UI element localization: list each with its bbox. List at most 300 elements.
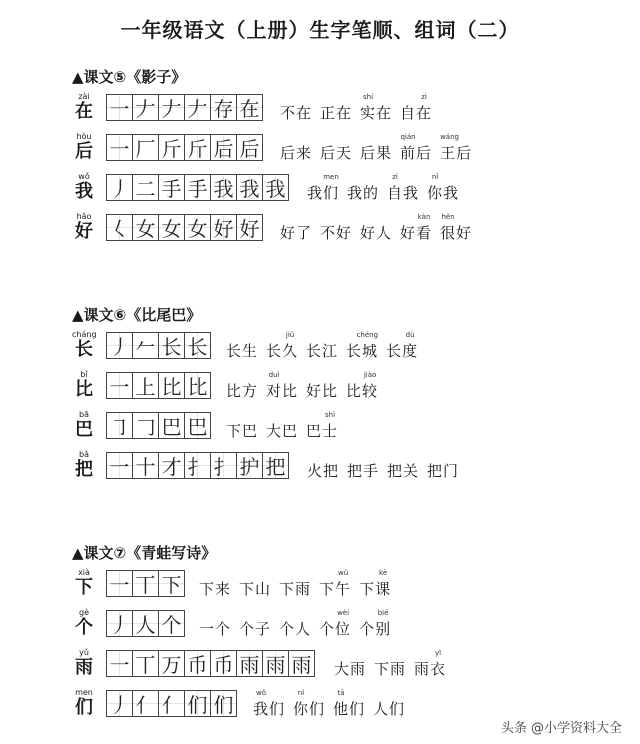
stroke-cell: 一 (106, 452, 133, 479)
word-text: 把门 (427, 462, 460, 480)
word-pinyin (266, 330, 298, 341)
word-item (400, 132, 432, 163)
syllable-pinyin (280, 212, 296, 223)
word-text: 比较 (346, 382, 379, 400)
target-character: 巴 (75, 419, 93, 440)
stroke-cell: 我 (262, 174, 289, 201)
word-pinyin (359, 608, 391, 619)
word-text: 我们 (307, 184, 340, 202)
stroke-cell: 们 (210, 690, 237, 717)
word-pinyin (347, 450, 379, 461)
word-text: 后果 (360, 144, 393, 162)
syllable-pinyin (199, 568, 215, 579)
hanzi-block (72, 92, 96, 123)
syllable-pinyin (386, 330, 402, 341)
word-pinyin (347, 172, 379, 183)
word-list (199, 568, 391, 599)
word-pinyin (386, 330, 418, 341)
syllable-pinyin (346, 370, 362, 381)
word-pinyin (266, 370, 298, 381)
word-item (320, 132, 352, 163)
word-list (226, 410, 338, 441)
word-pinyin (400, 132, 432, 143)
word-text: 你们 (293, 700, 326, 718)
stroke-cell: 雨 (262, 650, 289, 677)
syllable-pinyin: bié (377, 609, 389, 617)
hanzi-block (72, 330, 96, 361)
hanzi-block (72, 450, 96, 481)
word-pinyin (280, 132, 312, 143)
stroke-cell: 个 (158, 610, 185, 637)
word-text: 后来 (280, 144, 313, 162)
word-item (320, 212, 352, 243)
stroke-cell: 雨 (236, 650, 263, 677)
stroke-cell: 币 (184, 650, 211, 677)
syllable-pinyin (373, 688, 389, 699)
word-text: 好人 (360, 224, 393, 242)
stroke-cell: 𠂇 (158, 94, 185, 121)
syllable-pinyin: tā (337, 689, 345, 697)
syllable-pinyin (427, 450, 443, 461)
syllable-pinyin (456, 212, 472, 223)
word-text: 巴士 (306, 422, 339, 440)
word-text: 个位 (319, 620, 352, 638)
stroke-cell: 长 (184, 332, 211, 359)
word-list (280, 212, 472, 243)
word-list (280, 132, 472, 163)
stroke-cell: 巴 (158, 412, 185, 439)
word-pinyin (387, 450, 419, 461)
stroke-cell: 丿 (106, 332, 133, 359)
syllable-pinyin (306, 410, 322, 421)
word-item (360, 132, 392, 163)
stroke-cell: 扌 (210, 452, 237, 479)
syllable-pinyin (319, 568, 335, 579)
word-list (253, 688, 405, 719)
word-pinyin (319, 568, 351, 579)
stroke-cell: 丿 (106, 610, 133, 637)
word-item (239, 568, 271, 599)
syllable-pinyin (376, 132, 392, 143)
syllable-pinyin: yī (435, 649, 442, 657)
syllable-pinyin: shì (325, 411, 336, 419)
stroke-cell: 一 (106, 372, 133, 399)
syllable-pinyin: wǒ (256, 689, 267, 697)
word-item (360, 212, 392, 243)
word-item (319, 568, 351, 599)
word-text: 好比 (306, 382, 339, 400)
word-item (359, 608, 391, 639)
hanzi-block (72, 172, 96, 203)
word-item (333, 688, 365, 719)
word-pinyin (199, 568, 231, 579)
stroke-cell: 丿 (106, 690, 133, 717)
syllable-pinyin: nǐ (297, 689, 305, 697)
word-pinyin (374, 648, 406, 659)
syllable-pinyin (349, 688, 365, 699)
syllable-pinyin (242, 330, 258, 341)
word-text: 个子 (239, 620, 272, 638)
stroke-cell: 后 (236, 134, 263, 161)
word-text: 王后 (440, 144, 473, 162)
syllable-pinyin: nǐ (431, 173, 439, 181)
stroke-cell: 一 (106, 570, 133, 597)
syllable-pinyin (215, 568, 231, 579)
word-list (199, 608, 391, 639)
stroke-order-grid (106, 412, 210, 439)
stroke-cell: 人 (132, 610, 159, 637)
word-pinyin (427, 450, 459, 461)
word-item (307, 172, 339, 203)
stroke-cell: 手 (158, 174, 185, 201)
char-pinyin: hòu (76, 132, 92, 141)
syllable-pinyin (266, 410, 282, 421)
syllable-pinyin (390, 648, 406, 659)
syllable-pinyin (376, 212, 392, 223)
syllable-pinyin (306, 330, 322, 341)
word-text: 好看 (400, 224, 433, 242)
syllable-pinyin: qián (400, 133, 416, 141)
stroke-order-grid (106, 452, 288, 479)
word-text: 我们 (253, 700, 286, 718)
word-text: 个别 (359, 620, 392, 638)
stroke-cell: 斤 (184, 134, 211, 161)
syllable-pinyin (443, 450, 459, 461)
syllable-pinyin (403, 450, 419, 461)
word-pinyin (360, 212, 392, 223)
stroke-cell: 一 (106, 94, 133, 121)
stroke-cell: 长 (158, 332, 185, 359)
syllable-pinyin (226, 370, 242, 381)
stroke-cell: 亻 (158, 690, 185, 717)
word-pinyin (414, 648, 446, 659)
word-item (346, 330, 378, 361)
stroke-cell: 𠃌 (132, 412, 159, 439)
word-item (293, 688, 325, 719)
syllable-pinyin (295, 568, 311, 579)
target-character: 下 (75, 577, 93, 598)
stroke-cell: 女 (184, 214, 211, 241)
word-item (373, 688, 405, 719)
word-pinyin (387, 172, 419, 183)
syllable-pinyin (360, 212, 376, 223)
stroke-order-grid (106, 650, 314, 677)
word-text: 他们 (333, 700, 366, 718)
syllable-pinyin: wèi (337, 609, 350, 617)
word-item (400, 92, 432, 123)
word-item (387, 172, 419, 203)
word-text: 长江 (306, 342, 339, 360)
word-pinyin (226, 370, 258, 381)
word-item (387, 450, 419, 481)
syllable-pinyin (359, 568, 375, 579)
syllable-pinyin (266, 330, 282, 341)
word-text: 自在 (400, 104, 433, 122)
word-text: 把手 (347, 462, 380, 480)
word-item (266, 330, 298, 361)
syllable-pinyin: jiào (363, 371, 377, 379)
word-item (266, 410, 298, 441)
stroke-cell: 比 (158, 372, 185, 399)
syllable-pinyin (347, 450, 363, 461)
syllable-pinyin (350, 648, 366, 659)
word-pinyin (279, 608, 311, 619)
word-pinyin (307, 172, 339, 183)
word-item (334, 648, 366, 679)
syllable-pinyin: zì (392, 173, 398, 181)
stroke-cell: 把 (262, 452, 289, 479)
word-item (280, 212, 312, 243)
word-item (199, 568, 231, 599)
syllable-pinyin (334, 648, 350, 659)
word-text: 大巴 (266, 422, 299, 440)
stroke-order-grid (106, 214, 262, 241)
word-item (306, 370, 338, 401)
stroke-cell: 𡿨 (106, 214, 133, 241)
syllable-pinyin (279, 568, 295, 579)
word-text: 你我 (427, 184, 460, 202)
stroke-cell: 护 (236, 452, 263, 479)
syllable-pinyin (363, 450, 379, 461)
stroke-order-grid (106, 610, 184, 637)
word-pinyin (346, 370, 378, 381)
syllable-pinyin: wǔ (337, 569, 349, 577)
syllable-pinyin (336, 212, 352, 223)
word-text: 人们 (373, 700, 406, 718)
syllable-pinyin (280, 132, 296, 143)
syllable-pinyin (443, 172, 459, 183)
word-text: 一个 (199, 620, 232, 638)
lesson-heading: ▲课文⑥《比尾巴》 (72, 306, 202, 324)
syllable-pinyin: duì (268, 371, 280, 379)
hanzi-block (72, 608, 96, 639)
stroke-cell: 好 (236, 214, 263, 241)
word-item (306, 330, 338, 361)
stroke-cell: 𠂇 (184, 94, 211, 121)
syllable-pinyin (320, 92, 336, 103)
word-pinyin (400, 212, 432, 223)
stroke-cell: 扌 (184, 452, 211, 479)
word-item (427, 172, 459, 203)
word-text: 正在 (320, 104, 353, 122)
target-character: 们 (75, 697, 93, 718)
syllable-pinyin (400, 92, 416, 103)
char-pinyin: yǔ (79, 648, 89, 657)
stroke-cell: 亻 (132, 690, 159, 717)
target-character: 在 (75, 101, 93, 122)
word-pinyin (266, 410, 298, 421)
word-pinyin (319, 608, 351, 619)
syllable-pinyin: men (323, 173, 339, 181)
syllable-pinyin: hěn (441, 213, 455, 221)
stroke-cell: 丅 (132, 650, 159, 677)
watermark-footer: 头条 @小学资料大全 (500, 721, 622, 736)
hanzi-block (72, 370, 96, 401)
stroke-cell: 𠂇 (132, 94, 159, 121)
syllable-pinyin (416, 132, 432, 143)
word-item (400, 212, 432, 243)
lesson-heading: ▲课文⑤《影子》 (72, 68, 187, 86)
hanzi-block (72, 568, 96, 599)
word-item (347, 450, 379, 481)
word-pinyin (320, 92, 352, 103)
word-list (307, 172, 459, 203)
word-text: 长久 (266, 342, 299, 360)
syllable-pinyin (255, 608, 271, 619)
syllable-pinyin (363, 172, 379, 183)
syllable-pinyin (323, 450, 339, 461)
syllable-pinyin: wáng (440, 133, 459, 141)
stroke-cell: 好 (210, 214, 237, 241)
word-text: 实在 (360, 104, 393, 122)
syllable-pinyin (279, 608, 295, 619)
stroke-cell: 一 (106, 134, 133, 161)
char-pinyin: bā (79, 410, 89, 419)
word-item (360, 92, 392, 123)
word-pinyin (280, 92, 312, 103)
word-text: 很好 (440, 224, 473, 242)
word-item (280, 132, 312, 163)
word-list (226, 330, 418, 361)
stroke-cell: 们 (184, 690, 211, 717)
hanzi-block (72, 648, 96, 679)
word-text: 不好 (320, 224, 353, 242)
word-item (226, 410, 258, 441)
syllable-pinyin (215, 608, 231, 619)
word-pinyin (226, 330, 258, 341)
word-item (347, 172, 379, 203)
word-pinyin (373, 688, 405, 699)
syllable-pinyin (309, 688, 325, 699)
target-character: 雨 (75, 657, 93, 678)
word-item (253, 688, 285, 719)
syllable-pinyin (269, 688, 285, 699)
syllable-pinyin (322, 330, 338, 341)
word-pinyin (360, 92, 392, 103)
char-pinyin: hǎo (76, 212, 92, 221)
word-pinyin (346, 330, 378, 341)
stroke-cell: 巴 (184, 412, 211, 439)
word-pinyin (400, 92, 432, 103)
syllable-pinyin (242, 410, 258, 421)
syllable-pinyin: jiǔ (285, 331, 295, 339)
word-pinyin (306, 410, 338, 421)
word-list (280, 92, 432, 123)
word-list (226, 370, 378, 401)
syllable-pinyin (322, 370, 338, 381)
target-character: 长 (75, 339, 93, 360)
syllable-pinyin (459, 132, 472, 143)
syllable-pinyin (255, 568, 271, 579)
word-text: 对比 (266, 382, 299, 400)
syllable-pinyin (389, 688, 405, 699)
stroke-order-grid (106, 94, 262, 121)
stroke-cell: 雨 (288, 650, 315, 677)
syllable-pinyin (282, 370, 298, 381)
word-pinyin (359, 568, 391, 579)
char-pinyin: wǒ (78, 172, 90, 181)
word-item (199, 608, 231, 639)
syllable-pinyin (226, 330, 242, 341)
word-pinyin (334, 648, 366, 659)
word-item (319, 608, 351, 639)
stroke-cell: 厂 (132, 134, 159, 161)
hanzi-block (72, 212, 96, 243)
word-pinyin (306, 370, 338, 381)
word-item (226, 330, 258, 361)
word-text: 自我 (387, 184, 420, 202)
syllable-pinyin (199, 608, 215, 619)
syllable-pinyin (282, 410, 298, 421)
char-pinyin: men (75, 688, 93, 697)
word-text: 长度 (386, 342, 419, 360)
word-item (320, 92, 352, 123)
syllable-pinyin (280, 92, 296, 103)
syllable-pinyin (226, 410, 242, 421)
stroke-cell: 在 (236, 94, 263, 121)
stroke-cell: 存 (210, 94, 237, 121)
char-pinyin: bǎ (79, 450, 89, 459)
syllable-pinyin (307, 172, 323, 183)
syllable-pinyin (242, 370, 258, 381)
word-text: 雨衣 (414, 660, 447, 678)
syllable-pinyin (336, 132, 352, 143)
word-pinyin (306, 330, 338, 341)
word-pinyin (199, 608, 231, 619)
stroke-cell: 𠂉 (132, 332, 159, 359)
target-character: 把 (75, 459, 93, 480)
word-item (226, 370, 258, 401)
word-item (374, 648, 406, 679)
hanzi-block (72, 410, 96, 441)
stroke-cell: 十 (132, 452, 159, 479)
char-pinyin: zài (78, 92, 90, 101)
stroke-cell: 后 (210, 134, 237, 161)
page-title: 一年级语文（上册）生字笔顺、组词（二） (120, 18, 520, 42)
syllable-pinyin (295, 608, 311, 619)
char-pinyin: gè (79, 608, 89, 617)
target-character: 好 (75, 221, 93, 242)
word-pinyin (239, 568, 271, 579)
word-text: 火把 (307, 462, 340, 480)
word-text: 下山 (239, 580, 272, 598)
word-text: 长城 (346, 342, 379, 360)
word-text: 下来 (199, 580, 232, 598)
stroke-cell: 我 (210, 174, 237, 201)
syllable-pinyin (376, 92, 392, 103)
word-text: 后天 (320, 144, 353, 162)
word-text: 前后 (400, 144, 433, 162)
word-text: 下课 (359, 580, 392, 598)
word-pinyin (307, 450, 339, 461)
syllable-pinyin: kè (379, 569, 388, 577)
lesson-heading: ▲课文⑦《青蛙写诗》 (72, 544, 217, 562)
word-item (306, 410, 338, 441)
target-character: 比 (75, 379, 93, 400)
word-item (266, 370, 298, 401)
stroke-cell: 女 (158, 214, 185, 241)
word-item (359, 568, 391, 599)
syllable-pinyin: dù (405, 331, 415, 339)
word-item (346, 370, 378, 401)
stroke-cell: 币 (210, 650, 237, 677)
syllable-pinyin (346, 330, 357, 341)
hanzi-block (72, 132, 96, 163)
stroke-cell: 上 (132, 372, 159, 399)
syllable-pinyin (387, 450, 403, 461)
word-pinyin (320, 132, 352, 143)
syllable-pinyin (400, 212, 416, 223)
